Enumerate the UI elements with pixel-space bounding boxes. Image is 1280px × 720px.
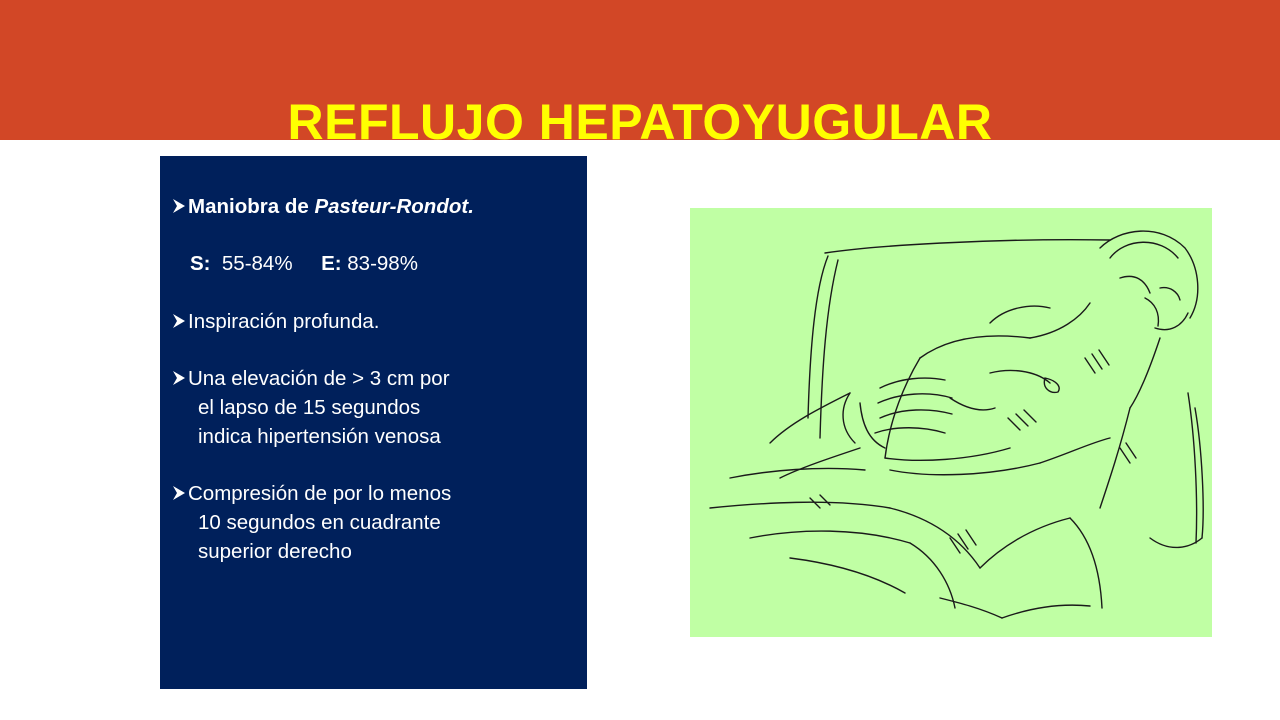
text-panel (160, 156, 587, 689)
sensitivity-value: 55-84% (221, 252, 293, 275)
bullet-compresion-line2: 10 segundos en cuadrante (198, 511, 441, 534)
patient-sketch-drawing (690, 208, 1212, 637)
arrow-bullet-icon (172, 197, 186, 215)
bullet-compresion-line3: superior derecho (198, 540, 352, 563)
bullet-elevacion-line2: el lapso de 15 segundos (198, 396, 421, 419)
bullet-maniobra-text: Maniobra de (188, 195, 315, 218)
slide-title: REFLUJO HEPATOYUGULAR (287, 94, 993, 140)
bullet-elevacion-line3: indica hipertensión venosa (198, 425, 441, 448)
bullet-maniobra (172, 192, 474, 221)
specificity-value: 83-98% (347, 252, 418, 275)
sensitivity-specificity-line (190, 249, 418, 278)
bullet-inspiracion (172, 307, 379, 336)
bullet-compresion (172, 479, 451, 508)
bullet-elevacion (172, 364, 450, 393)
arrow-bullet-icon (172, 369, 186, 387)
sensitivity-label: S: (190, 252, 211, 275)
arrow-bullet-icon (172, 312, 186, 330)
specificity-label: E: (321, 252, 342, 275)
patient-sketch-illustration (690, 208, 1212, 637)
arrow-bullet-icon (172, 484, 186, 502)
bullet-elevacion-line1: Una elevación de > 3 cm por (188, 367, 450, 390)
bullet-compresion-line1: Compresión de por lo menos (188, 482, 452, 505)
bullet-maniobra-italic: Pasteur-Rondot. (314, 195, 474, 218)
bullet-inspiracion-text: Inspiración profunda. (188, 310, 380, 333)
